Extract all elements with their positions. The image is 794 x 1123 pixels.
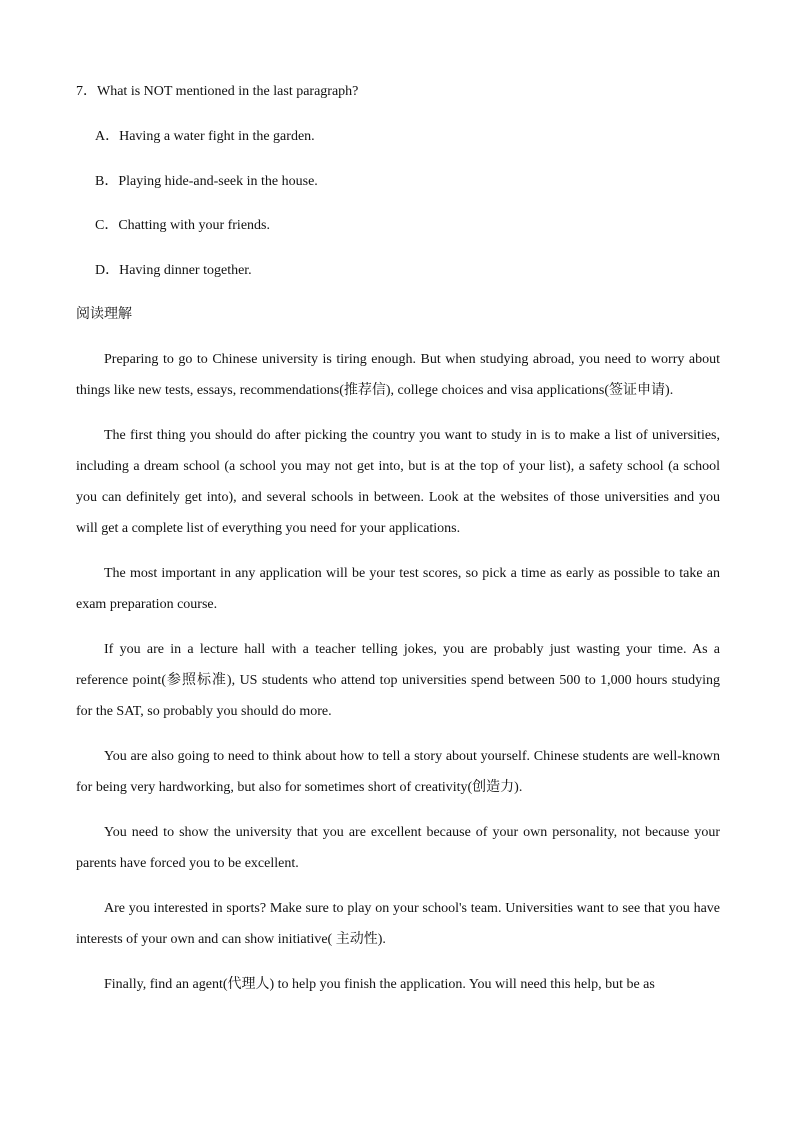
passage-paragraph: The most important in any application will be your test scores, so pick a time as early as possible to take an exam preparation course. [76, 566, 720, 612]
passage-paragraph: If you are in a lecture hall with a teacher telling jokes, you are probably just wasting your time. As a reference point(参照标准), US students who attend top universities spend between 500 to 1,000 hours studying for the SAT, so probably you should do more. [76, 642, 720, 719]
option-c: C．Chatting with your friends. [95, 218, 270, 233]
passage-paragraph: Preparing to go to Chinese university is tiring enough. But when studying abroad, you need to worry about things like new tests, essays, recommendations(推荐信), college choices and visa applications(签证申请). [76, 352, 720, 398]
question-stem: 7．What is NOT mentioned in the last paragraph? [76, 84, 359, 99]
passage-paragraph: Finally, find an agent(代理人) to help you finish the application. You will need this help, but be as [104, 977, 655, 992]
passage-paragraph: You need to show the university that you are excellent because of your own personality, not because your parents have forced you to be excellent. [76, 825, 720, 871]
passage-paragraph: Are you interested in sports? Make sure to play on your school's team. Universities want to see that you have interests of your own and can show initiative( 主动性). [76, 901, 720, 947]
option-b: B．Playing hide-and-seek in the house. [95, 174, 318, 189]
passage-paragraph: You are also going to need to think about how to tell a story about yourself. Chinese students are well-known for being very hardworking, but also for sometimes short of creativity(创造力). [76, 749, 720, 795]
option-d: D．Having dinner together. [95, 263, 252, 278]
question-7 [76, 82, 736, 278]
section-heading: 阅读理解 [76, 306, 132, 322]
option-a: A．Having a water fight in the garden. [95, 129, 315, 144]
passage-paragraph: The first thing you should do after picking the country you want to study in is to make a list of universities, including a dream school (a school you may not get into, but is at the top of your list), a safety school (a school you can definitely get into), and several schools in between. Look at the websites of those universities and you will get a complete list of everything you need for your applications. [76, 428, 720, 536]
reading-passage [76, 344, 720, 1014]
